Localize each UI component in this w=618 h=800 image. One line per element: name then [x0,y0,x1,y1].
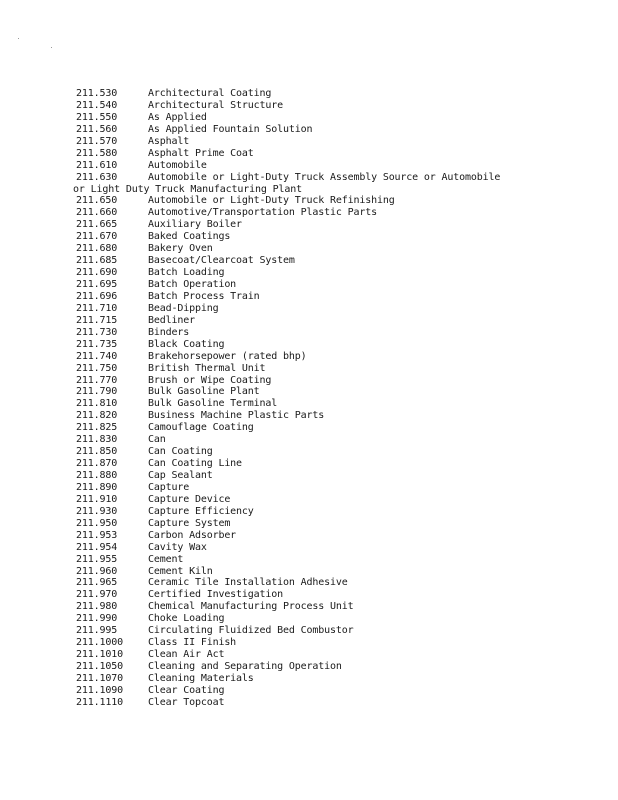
definition-row [76,88,596,100]
defined-term: Batch Operation [148,279,237,290]
defined-term: As Applied [148,111,207,123]
section-number: 211.825 [76,422,118,434]
definition-row-continuation [73,183,596,196]
definition-row [76,112,596,124]
section-number: 211.695 [76,279,118,290]
section-number: 211.790 [76,386,118,398]
definition-row [76,148,596,160]
definition-row [76,673,596,685]
definition-row [76,207,596,219]
section-number: 211.1050 [76,661,123,672]
definition-row [76,231,596,243]
scan-speck [51,47,52,48]
defined-term: Capture System [148,517,231,529]
section-number: 211.953 [76,529,118,541]
section-number: 211.954 [76,541,118,553]
definition-row [76,554,596,566]
defined-term: Asphalt [148,135,190,147]
definition-row [76,697,596,709]
defined-term: Bulk Gasoline Terminal [148,398,278,410]
definition-row [76,470,596,482]
definition-row [76,649,596,661]
definition-row [76,291,596,303]
defined-term: Basecoat/Clearcoat System [148,255,295,267]
section-number: 211.1090 [76,684,123,696]
definition-row [76,315,596,327]
defined-term: Cement Kiln [148,565,213,577]
definitions-list [73,88,596,709]
section-number: 211.580 [76,147,118,159]
section-number: 211.770 [76,374,118,386]
defined-term: Batch Process Train [148,290,260,302]
definition-row [76,303,596,315]
defined-term: Capture Device [148,493,231,505]
section-number: 211.970 [76,589,118,601]
section-number: 211.685 [76,255,118,267]
section-number: 211.715 [76,314,118,326]
section-number: 211.750 [76,362,118,374]
definition-row [76,625,596,637]
definition-row [76,386,596,398]
section-number: 211.665 [76,219,118,231]
definition-row [76,601,596,613]
section-number: 211.830 [76,434,118,446]
defined-term: Certified Investigation [148,589,284,601]
defined-term: Automotive/Transportation Plastic Parts [148,207,377,219]
definition-row [76,279,596,291]
defined-term: Automobile [148,159,207,171]
defined-term: Can [148,434,166,446]
definition-row [76,661,596,673]
defined-term: Black Coating [148,338,225,350]
defined-term: Asphalt Prime Coat [148,147,254,159]
defined-term: Automobile or Light-Duty Truck Refinishing [148,195,395,207]
definition-row [76,685,596,697]
section-number: 211.960 [76,565,118,577]
defined-term: Automobile or Light-Duty Truck Assembly Source or Automobile [148,171,501,183]
definition-row [76,267,596,279]
section-number: 211.670 [76,231,118,243]
definition-row [76,589,596,601]
definition-row [76,172,596,184]
definition-row [76,375,596,387]
defined-term: Cap Sealant [148,470,213,481]
defined-term: Clean Air Act [148,649,225,661]
definition-row [76,566,596,578]
section-number: 211.910 [76,493,118,505]
section-number: 211.850 [76,446,118,458]
section-number: 211.990 [76,613,118,625]
defined-term: Class II Finish [148,637,237,649]
defined-term: Binders [148,326,190,338]
defined-term: Carbon Adsorber [148,529,237,541]
section-number: 211.980 [76,601,118,613]
section-number: 211.680 [76,243,118,255]
section-number: 211.540 [76,99,118,111]
defined-term: or Light Duty Truck Manufacturing Plant [73,183,302,195]
definition-row [76,398,596,410]
definition-row [76,482,596,494]
defined-term: Cement [148,553,184,565]
section-number: 211.1010 [76,649,123,661]
defined-term: Brush or Wipe Coating [148,374,272,386]
definition-row [76,160,596,172]
section-number: 211.870 [76,458,118,470]
definition-row [76,100,596,112]
defined-term: Ceramic Tile Installation Adhesive [148,577,348,589]
definition-row [76,243,596,255]
defined-term: Baked Coatings [148,231,231,243]
defined-term: Brakehorsepower (rated bhp) [148,350,307,362]
defined-term: As Applied Fountain Solution [148,123,313,135]
defined-term: Choke Loading [148,613,225,625]
definition-row [76,124,596,136]
definition-row [76,637,596,649]
section-number: 211.696 [76,290,118,302]
defined-term: Batch Loading [148,267,225,279]
defined-term: Cleaning and Separating Operation [148,661,342,672]
section-number: 211.1070 [76,672,123,684]
definition-row [76,494,596,506]
section-number: 211.690 [76,267,118,279]
definition-row [76,446,596,458]
definition-row [76,506,596,518]
section-number: 211.810 [76,398,118,410]
section-number: 211.560 [76,123,118,135]
section-number: 211.740 [76,350,118,362]
defined-term: Can Coating Line [148,458,242,470]
section-number: 211.630 [76,171,118,183]
defined-term: Clear Coating [148,684,225,696]
defined-term: British Thermal Unit [148,362,266,374]
defined-term: Camouflage Coating [148,422,254,434]
defined-term: Chemical Manufacturing Process Unit [148,601,354,613]
section-number: 211.820 [76,410,118,422]
defined-term: Can Coating [148,446,213,458]
definition-row [76,195,596,207]
section-number: 211.550 [76,111,118,123]
defined-term: Architectural Coating [148,88,272,99]
section-number: 211.530 [76,88,118,99]
definition-row [76,136,596,148]
definition-row [76,255,596,267]
defined-term: Architectural Structure [148,99,284,111]
defined-term: Bead-Dipping [148,302,219,314]
definition-row [76,542,596,554]
section-number: 211.880 [76,470,118,481]
defined-term: Bulk Gasoline Plant [148,386,260,398]
section-number: 211.930 [76,505,118,517]
section-number: 211.610 [76,159,118,171]
definition-row [76,577,596,589]
definition-row [76,363,596,375]
scan-speck [18,38,19,39]
definition-row [76,327,596,339]
section-number: 211.650 [76,195,118,207]
section-number: 211.1000 [76,637,123,649]
definition-row [76,219,596,231]
defined-term: Auxiliary Boiler [148,219,242,231]
section-number: 211.735 [76,338,118,350]
defined-term: Business Machine Plastic Parts [148,410,325,422]
defined-term: Bakery Oven [148,243,213,255]
definition-row [76,410,596,422]
definition-row [76,434,596,446]
section-number: 211.965 [76,577,118,589]
definition-row [76,351,596,363]
section-number: 211.995 [76,625,118,637]
definition-row [76,613,596,625]
section-number: 211.890 [76,481,118,493]
defined-term: Capture Efficiency [148,505,254,517]
definition-row [76,530,596,542]
defined-term: Clear Topcoat [148,696,225,708]
section-number: 211.1110 [76,696,123,708]
definition-row [76,339,596,351]
defined-term: Cleaning Materials [148,672,254,684]
section-number: 211.710 [76,302,118,314]
definition-row [76,422,596,434]
defined-term: Bedliner [148,314,195,326]
section-number: 211.730 [76,326,118,338]
defined-term: Capture [148,481,190,493]
section-number: 211.955 [76,553,118,565]
definition-row [76,458,596,470]
definition-row [76,518,596,530]
section-number: 211.570 [76,135,118,147]
defined-term: Cavity Wax [148,541,207,553]
section-number: 211.950 [76,517,118,529]
section-number: 211.660 [76,207,118,219]
defined-term: Circulating Fluidized Bed Combustor [148,625,354,637]
